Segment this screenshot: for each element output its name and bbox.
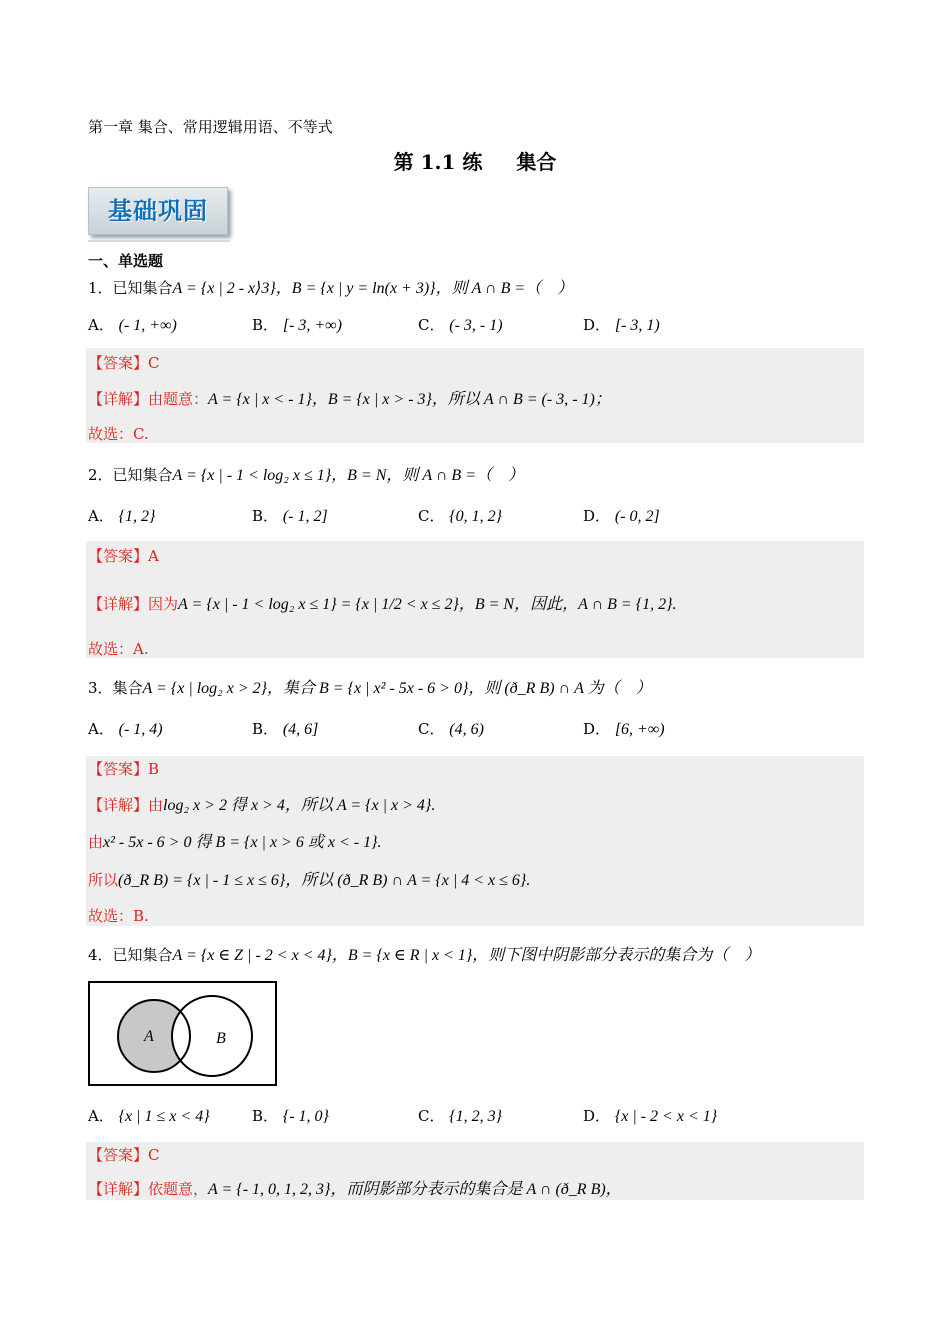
detail-tag: 【详解】	[88, 796, 149, 814]
detail-text: 因为	[148, 595, 179, 613]
answer-tag: 【答案】B	[88, 760, 160, 778]
conclusion: 故选：B.	[88, 907, 149, 925]
detail-math: (ð_R B) = {x | - 1 ≤ x ≤ 6}，所以 (ð_R B) ∩ A = {x | 4 < x ≤ 6}.	[118, 872, 531, 889]
option-value: {1, 2, 3}	[449, 1108, 503, 1125]
question-4-stem	[88, 942, 760, 965]
conclusion: 故选：A.	[88, 640, 149, 658]
option-value: [- 3, +∞)	[282, 317, 342, 334]
option-label: A．	[88, 1107, 114, 1125]
chapter-heading: 第一章 集合、常用逻辑用语、不等式	[88, 118, 333, 136]
option-label: D．	[583, 1107, 611, 1125]
detail-line	[88, 792, 435, 815]
answer-tag: 【答案】C	[88, 1146, 160, 1164]
detail-math: A = {x | - 1 < log₂ x ≤ 1} = {x | 1/2 < x ≤ 2}，B = N，因此，A ∩ B = {1, 2}.	[178, 596, 677, 613]
detail-line	[88, 829, 381, 852]
detail-tag: 【详解】	[88, 595, 149, 613]
detail-tag: 【详解】	[88, 390, 149, 408]
option-value: {0, 1, 2}	[449, 508, 503, 525]
question-1-math: A = {x | 2 - x⟩3}，B = {x | y = ln(x + 3)}，则 A ∩ B =（ ）	[172, 280, 574, 297]
option-label: B．	[252, 720, 279, 738]
question-3-option-c	[418, 718, 484, 739]
option-value: (- 0, 2]	[614, 508, 660, 525]
detail-line	[88, 386, 611, 409]
detail-math: A = {x | x < - 1}，B = {x | x > - 3}，所以 A ∩ B = (- 3, - 1)；	[208, 391, 611, 408]
question-2-stem	[88, 462, 524, 485]
question-3-math: A = {x | log₂ x > 2}，集合 B = {x | x² - 5x - 6 > 0}，则 (ð_R B) ∩ A 为（ ）	[142, 680, 652, 697]
question-3-option-d	[583, 718, 665, 739]
option-value: [6, +∞)	[614, 721, 665, 738]
option-value: (- 1, 2]	[282, 508, 328, 525]
question-2-option-b	[252, 505, 328, 526]
question-4-option-a	[88, 1105, 210, 1126]
option-value: (4, 6)	[449, 721, 484, 738]
title-topic: 集合	[516, 150, 557, 174]
question-1-prefix: 1．已知集合	[88, 279, 173, 297]
question-2-option-d	[583, 505, 660, 526]
question-3-stem	[88, 675, 652, 698]
question-1-stem	[88, 275, 573, 298]
option-label: D．	[583, 507, 611, 525]
answer-tag: 【答案】C	[88, 354, 160, 372]
option-value: (- 1, +∞)	[118, 317, 177, 334]
question-1-option-c	[418, 314, 503, 335]
question-2-math: A = {x | - 1 < log₂ x ≤ 1}，B = N，则 A ∩ B =（ ）	[172, 467, 524, 484]
set-a-label: A	[144, 1028, 154, 1045]
option-label: D．	[583, 316, 611, 334]
option-label: C．	[418, 507, 445, 525]
question-3-answer-box	[86, 756, 864, 926]
set-b-label: B	[216, 1030, 226, 1047]
detail-line	[88, 1176, 622, 1199]
option-value: (4, 6]	[282, 721, 319, 738]
question-3-option-a	[88, 718, 163, 739]
badge-divider	[88, 240, 230, 242]
question-3-prefix: 3．集合	[88, 679, 143, 697]
question-1-answer-box	[86, 348, 864, 443]
question-1-option-a	[88, 314, 177, 335]
option-label: C．	[418, 720, 445, 738]
section-heading: 一、单选题	[88, 252, 164, 270]
option-value: [- 3, 1)	[614, 317, 660, 334]
option-label: B．	[252, 316, 279, 334]
badge-label: 基础巩固	[108, 196, 208, 225]
question-2-answer-box	[86, 541, 864, 658]
option-value: {- 1, 0}	[282, 1108, 329, 1125]
question-4-option-d	[583, 1105, 717, 1126]
option-label: A．	[88, 720, 114, 738]
detail-text: 依题意，	[148, 1180, 209, 1198]
conclusion: 故选：C.	[88, 425, 149, 443]
title-number: 第 1.1 练	[393, 150, 483, 174]
venn-diagram	[88, 981, 278, 1087]
option-value: {1, 2}	[118, 508, 156, 525]
question-4-answer-box	[86, 1142, 864, 1200]
detail-line	[88, 591, 677, 614]
detail-tag: 【详解】	[88, 1180, 149, 1198]
section-badge	[88, 187, 228, 235]
detail-math: x² - 5x - 6 > 0 得 B = {x | x > 6 或 x < - 1}.	[103, 834, 382, 851]
detail-math: A = {- 1, 0, 1, 2, 3}，而阴影部分表示的集合是 A ∩ (ð_R B)，	[208, 1181, 622, 1198]
option-value: {x | 1 ≤ x < 4}	[118, 1108, 210, 1125]
question-2-option-c	[418, 505, 502, 526]
question-4-math: A = {x ∈ Z | - 2 < x < 4}，B = {x ∈ R | x < 1}，则下图中阴影部分表示的集合为（ ）	[172, 947, 761, 964]
option-label: B．	[252, 1107, 279, 1125]
detail-text: 由	[88, 833, 104, 851]
detail-text: 所以	[88, 871, 119, 889]
detail-text: 由题意：	[148, 390, 209, 408]
page-title	[0, 146, 950, 175]
question-1-option-b	[252, 314, 342, 335]
question-2-option-a	[88, 505, 155, 526]
answer-tag: 【答案】A	[88, 547, 159, 565]
option-label: C．	[418, 1107, 445, 1125]
question-2-prefix: 2．已知集合	[88, 466, 173, 484]
question-4-prefix: 4．已知集合	[88, 946, 173, 964]
question-3-option-b	[252, 718, 318, 739]
question-4-option-c	[418, 1105, 502, 1126]
option-value: (- 3, - 1)	[449, 317, 503, 334]
detail-line	[88, 867, 530, 890]
detail-text: 由	[148, 796, 164, 814]
option-label: A．	[88, 507, 114, 525]
option-label: A．	[88, 316, 114, 334]
option-label: B．	[252, 507, 279, 525]
question-1-option-d	[583, 314, 660, 335]
detail-math: log₂ x > 2 得 x > 4，所以 A = {x | x > 4}.	[163, 797, 436, 814]
option-value: {x | - 2 < x < 1}	[614, 1108, 718, 1125]
option-value: (- 1, 4)	[118, 721, 163, 738]
option-label: D．	[583, 720, 611, 738]
question-4-option-b	[252, 1105, 329, 1126]
option-label: C．	[418, 316, 445, 334]
